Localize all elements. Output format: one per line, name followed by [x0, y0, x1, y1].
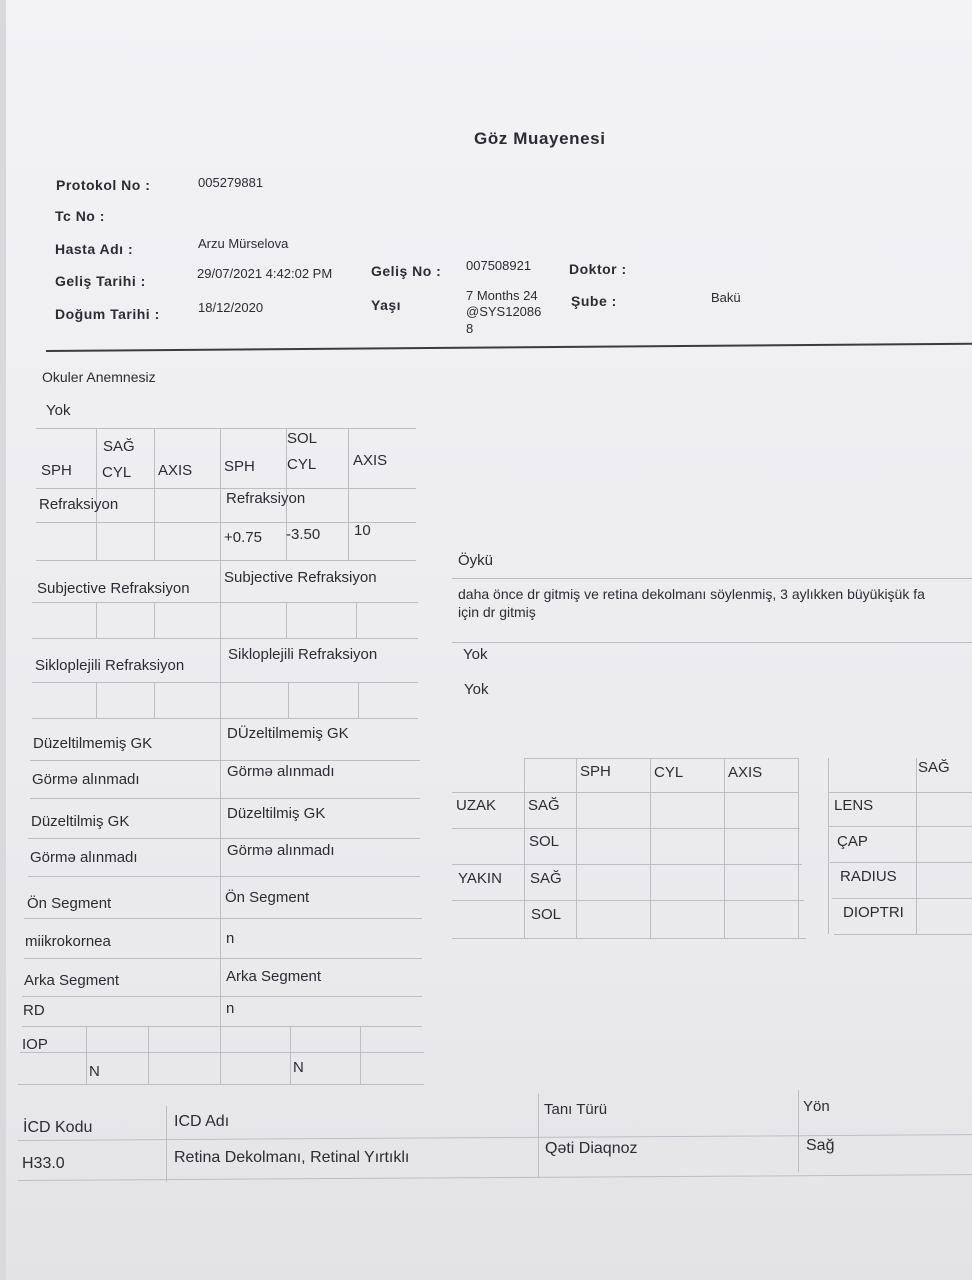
- grid-line: [798, 1090, 799, 1172]
- sag-on-segment-value: miikrokornea: [25, 933, 111, 950]
- tani-turu-header: Tanı Türü: [544, 1101, 608, 1118]
- icd-adi-value: Retina Dekolmanı, Retinal Yırtıklı: [174, 1149, 410, 1166]
- sag-sikloplejili-label: Sikloplejili Refraksiyon: [35, 657, 185, 674]
- lens-sag-header: SAĞ: [918, 759, 950, 776]
- sag-cyl-header: CYL: [102, 464, 132, 481]
- glasses-cyl-header: CYL: [654, 764, 684, 781]
- sol-on-segment-label: Ön Segment: [225, 889, 310, 906]
- anamnez-value: Yok: [46, 402, 71, 419]
- sag-duzeltilmemis-value: Görmə alınmadı: [32, 771, 140, 788]
- iop-label: IOP: [22, 1036, 48, 1053]
- yon-value: Sağ: [806, 1137, 835, 1154]
- grid-line: [828, 758, 829, 934]
- grid-line: [452, 578, 972, 579]
- grid-line: [154, 682, 155, 718]
- protokol-label: Protokol No :: [56, 177, 151, 193]
- sag-arka-segment-value: RD: [23, 1002, 45, 1019]
- grid-line: [96, 682, 97, 718]
- oyku-yok-2: Yok: [464, 681, 489, 698]
- grid-line: [650, 758, 651, 938]
- sol-duzeltilmemis-value: Görmə alınmadı: [227, 763, 335, 780]
- sag-sph-header: SPH: [41, 462, 72, 479]
- yas-label: Yaşı: [371, 297, 402, 313]
- sag-on-segment-label: Ön Segment: [27, 895, 112, 912]
- glasses-sph-header: SPH: [580, 763, 611, 780]
- grid-line: [28, 838, 420, 839]
- yas-value-2: @SYS12086: [466, 304, 542, 319]
- lens-dioptri-label: DIOPTRI: [843, 904, 904, 921]
- sol-axis-header: AXIS: [353, 452, 388, 469]
- grid-line: [288, 682, 289, 718]
- gelis-tarihi-label: Geliş Tarihi :: [55, 273, 146, 289]
- grid-line: [290, 1026, 291, 1084]
- hasta-value: Arzu Mürselova: [198, 236, 289, 251]
- grid-line: [96, 602, 97, 638]
- icd-adi-header: ICD Adı: [174, 1113, 230, 1130]
- hasta-label: Hasta Adı :: [55, 241, 134, 257]
- sol-sph-header: SPH: [224, 458, 255, 475]
- grid-line: [32, 682, 418, 683]
- yas-value-1: 7 Months 24: [466, 288, 538, 303]
- sag-duzeltilmis-label: Düzeltilmiş GK: [31, 813, 130, 830]
- grid-line: [24, 958, 422, 959]
- sol-header: SOL: [287, 430, 318, 447]
- glasses-yakin-label: YAKIN: [458, 870, 502, 887]
- grid-line: [36, 428, 416, 429]
- sube-value: Bakü: [711, 290, 741, 305]
- grid-line: [452, 828, 800, 829]
- sag-axis-header: AXIS: [158, 462, 193, 479]
- sol-cyl-value: -3.50: [286, 526, 321, 543]
- grid-line: [286, 602, 287, 638]
- sol-duzeltilmis-label: Düzeltilmiş GK: [227, 805, 326, 822]
- grid-line: [30, 798, 420, 799]
- yon-header: Yön: [803, 1098, 830, 1115]
- grid-line: [24, 918, 422, 919]
- sol-iop-value: N: [293, 1059, 304, 1076]
- yas-value-3: 8: [466, 321, 474, 336]
- sol-arka-segment-label: Arka Segment: [226, 968, 322, 985]
- grid-line: [828, 792, 972, 793]
- grid-line: [348, 428, 349, 560]
- sol-arka-segment-value: n: [226, 1000, 235, 1017]
- sag-header: SAĞ: [103, 438, 135, 455]
- document-title: Göz Muayenesi: [474, 129, 606, 148]
- grid-line: [22, 996, 422, 997]
- grid-line: [86, 1026, 87, 1084]
- gelis-no-label: Geliş No :: [371, 263, 442, 279]
- sol-cyl-header: CYL: [287, 456, 317, 473]
- oyku-text-line2: için dr gitmiş: [458, 604, 536, 620]
- grid-line: [452, 792, 798, 793]
- grid-line: [452, 642, 972, 643]
- grid-line: [154, 602, 155, 638]
- grid-line: [524, 758, 798, 759]
- grid-line: [834, 934, 972, 935]
- grid-line: [96, 428, 97, 560]
- sag-duzeltilmemis-label: Düzeltilmemiş GK: [33, 735, 153, 752]
- grid-line: [832, 898, 972, 899]
- tani-turu-value: Qəti Diaqnoz: [545, 1140, 638, 1157]
- icd-kodu-value: H33.0: [22, 1155, 65, 1172]
- grid-line: [830, 862, 972, 863]
- sol-duzeltilmis-value: Görmə alınmadı: [227, 842, 335, 859]
- glasses-uzak-sol-label: SOL: [529, 833, 560, 850]
- grid-line: [32, 602, 418, 603]
- oyku-text-line1: daha önce dr gitmiş ve retina dekolmanı söylenmiş, 3 aylıkken büyükişük fa: [458, 586, 925, 602]
- sol-axis-value: 10: [354, 522, 371, 539]
- icd-kodu-header: İCD Kodu: [23, 1119, 93, 1136]
- grid-line: [148, 1026, 149, 1084]
- doktor-label: Doktor :: [569, 261, 627, 277]
- lens-radius-label: RADIUS: [840, 868, 897, 885]
- sag-subjective-label: Subjective Refraksiyon: [37, 580, 190, 597]
- sol-sikloplejili-label: Sikloplejili Refraksiyon: [228, 646, 378, 663]
- lens-cap-label: ÇAP: [837, 833, 868, 850]
- grid-line: [452, 864, 802, 865]
- grid-line: [166, 1106, 167, 1182]
- grid-line: [220, 428, 221, 1084]
- glasses-axis-header: AXIS: [728, 764, 763, 781]
- grid-line: [524, 758, 525, 938]
- grid-line: [360, 1026, 361, 1084]
- grid-line: [576, 758, 577, 938]
- grid-line: [798, 758, 799, 938]
- glasses-yakin-sol-label: SOL: [531, 906, 562, 923]
- oyku-yok-1: Yok: [463, 646, 488, 663]
- grid-line: [452, 938, 806, 939]
- grid-line: [154, 428, 155, 560]
- glasses-uzak-label: UZAK: [456, 797, 497, 814]
- grid-line: [20, 1052, 424, 1053]
- sol-duzeltilmemis-label: DÜzeltilmemiş GK: [227, 725, 349, 742]
- grid-line: [32, 638, 418, 639]
- grid-line: [828, 826, 972, 827]
- grid-line: [28, 876, 420, 877]
- sol-subjective-label: Subjective Refraksiyon: [224, 569, 377, 586]
- grid-line: [18, 1084, 424, 1085]
- grid-line: [358, 682, 359, 718]
- tc-label: Tc No :: [55, 208, 105, 224]
- grid-line: [916, 758, 917, 934]
- sag-iop-value: N: [89, 1063, 100, 1080]
- sol-on-segment-value: n: [226, 930, 235, 947]
- grid-line: [538, 1094, 539, 1178]
- oyku-label: Öykü: [458, 552, 494, 569]
- grid-line: [36, 488, 416, 489]
- sag-arka-segment-label: Arka Segment: [24, 972, 120, 989]
- dogum-label: Doğum Tarihi :: [55, 306, 160, 322]
- grid-line: [724, 758, 725, 938]
- sube-label: Şube :: [571, 293, 617, 309]
- sag-refraksiyon-label: Refraksiyon: [39, 496, 119, 513]
- protokol-value: 005279881: [198, 175, 264, 190]
- gelis-no-value: 007508921: [466, 258, 532, 273]
- sol-refraksiyon-label: Refraksiyon: [226, 490, 306, 507]
- sag-duzeltilmis-value: Görmə alınmadı: [30, 849, 138, 866]
- grid-line: [36, 560, 416, 561]
- grid-line: [356, 602, 357, 638]
- glasses-yakin-sag-label: SAĞ: [530, 870, 562, 887]
- grid-line: [452, 900, 804, 901]
- grid-line: [32, 718, 418, 719]
- lens-label: LENS: [834, 797, 874, 814]
- dogum-value: 18/12/2020: [198, 300, 264, 315]
- grid-line: [22, 1026, 422, 1027]
- gelis-tarihi-value: 29/07/2021 4:42:02 PM: [197, 266, 333, 281]
- anamnez-label: Okuler Anemnesiz: [42, 369, 156, 385]
- exam-document: [6, 0, 972, 1280]
- sol-sph-value: +0.75: [224, 529, 262, 546]
- glasses-uzak-sag-label: SAĞ: [528, 797, 560, 814]
- grid-line: [30, 760, 420, 761]
